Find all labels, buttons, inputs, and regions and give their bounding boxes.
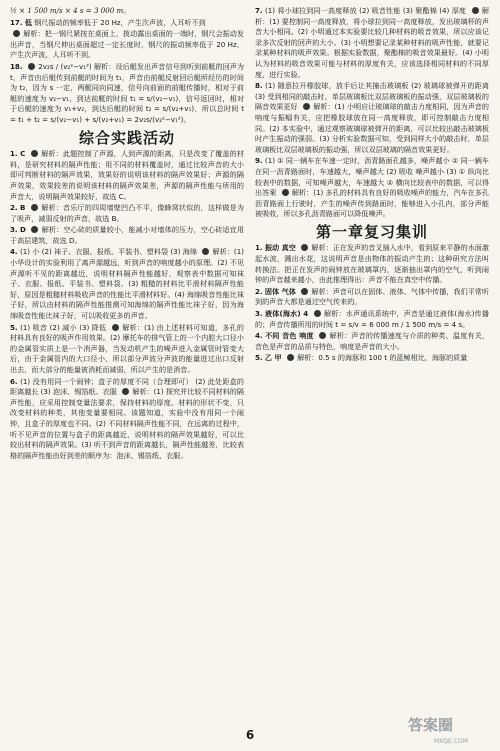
- analysis-bullet-icon: [202, 248, 209, 255]
- item-number: 2.: [255, 286, 263, 296]
- item-answer: (1) 吸音 (2) 减小 (3) 降低: [20, 322, 107, 332]
- item-number: 6.: [10, 376, 18, 386]
- practice-item-8: [255, 81, 489, 155]
- practice-item-2: [10, 203, 244, 224]
- analysis-bullet-icon: [112, 324, 119, 331]
- item-number: 2.: [10, 203, 18, 213]
- section-title-practice: 综合实践活动: [78, 128, 175, 147]
- item-answer: (1) 随意拉开橡胶球，放手后让其撞击玻璃板 (2) 玻璃球被弹开的距离 (3) 受到相同的敲击时，单层玻璃板比双层玻璃板的振动强，双层玻璃板的隔音效果更好: [255, 81, 489, 112]
- item-answer: 低: [24, 17, 32, 27]
- item-number: 4.: [255, 331, 263, 341]
- item-number: 1.: [10, 149, 18, 159]
- review-item-3: [255, 309, 489, 330]
- analysis-bullet-icon: [472, 7, 479, 14]
- analysis-bullet-icon: [122, 388, 129, 395]
- answer-item-18: [10, 62, 244, 126]
- item-body: 解析：此题控制了声源，人到声源的距离，只是改变了覆盖的材料，是研究材料的隔声性能；用不同的材料覆盖时，通过比较声音的大小即可判断材料的隔声效果，效果好的说明该材料的隔声效果好；声源的隔声效果，效果较差的说明该材料的隔声效果差，声源的隔声性能与所用的声音大，说明隔声效果较好，故选 C。: [10, 149, 244, 201]
- item-answer: (1) 将小球拉到同一高度释放 (2) 吸音性能 (3) 聚酯棉 (4) 厚度: [265, 6, 467, 15]
- item-body: 解析：(1) 探究并比较不同材料的隔声性能，应采用控制变量法要求，保持材料的厚度、材料的形状不变，只改变材料的种类，其他变量要相同。该题知道，实验中没有用同一个闹钟，且盒子的厚度也不同。(2) 不同材料隔声性能不同，在远离的过程中，听不见声音的位置与盒子的距离越近，说明材料的隔声效果越好，可以比较出材料的隔声效果。(3) 听不到声音的距离越长，隔声性能越差，比较表格的隔声性能由好到差的顺序为：泡沫、锡箔纸、衣服。: [10, 387, 244, 460]
- watermark-text: 答案圈: [408, 716, 454, 734]
- answer-item-17-analysis: [10, 29, 244, 61]
- item-answer: (1) ① 同一辆车在车速一定时，沥青路面孔越多，噪声越小 ② 同一辆车在同一沥青路面时，车速越大，噪声越大 (2) 吸收 噪声越小 (3) ① 纵向比较表中的数据，可知噪声越大，车速越大 ② 横向比较表中的数据，可以得出答案: [255, 156, 489, 198]
- item-number: 9.: [255, 156, 263, 166]
- item-number: 8.: [255, 81, 263, 91]
- item-number: 4.: [10, 247, 18, 257]
- item-number: 18.: [10, 61, 23, 71]
- item-body: 解析：(1) 多孔的材料具有良好的吸收噪声的能力，汽车在多孔沥青路面上行驶时，产生的噪声传到路面时，能够进入小孔内，部分声能被吸收，所以多孔沥青路面可以降低噪声。: [255, 188, 489, 219]
- analysis-bullet-icon: [31, 226, 38, 233]
- item-body: 解析：0.5 s 的海豚和 100 t 的蓝鲸相比，海豚的质量: [297, 353, 468, 363]
- analysis-bullet-icon: [31, 204, 38, 211]
- item-body: 解析：(1) 小明应让玻璃球的敲击力度相同，因为声音的响度与振幅有关，应把橡胶球放在同一高度释放，即可控制敲击力度相同。(2) 本实验中，通过观察玻璃球被弹开的距离，可以比较出敲击玻璃板时产生振动的强弱。(3) 分析实验数据可知，受到同样大小的敲击时，单层玻璃板比双层玻璃板的振动强，所以双层玻璃的隔音效果更好。: [255, 102, 490, 154]
- item-body: 解析：(1) 小华设计的实验利用了离声源越远，听到声音的响度越小的原理。(2) 不见声源听不见的距离越近，说明材料隔声性能越好，观察表中数据可知袜子、衣服、报纸、平装书、塑料袋。(3) 粗糙的材料比平滑材料隔声性能好，原因是粗糙材料吸收声音的性能比平滑材料好。(4) 海绵吸音性能比袜子好，所以由材料的隔声性能推测可知海绵的隔声性能比袜子好，因为海绵吸音性能比袜子好，可以吸收更多的声音。: [10, 247, 244, 321]
- review-item-4: [255, 331, 489, 352]
- item-answer: (1) 小 (2) 袜子、衣服、报纸、平装书、塑料袋 (3) 海绵: [19, 247, 197, 257]
- item-body: 解析：声音可以在固体、液体、气体中传播，我们平常听到的声音大都是通过空气传来的。: [255, 286, 490, 307]
- analysis-bullet-icon: [303, 103, 310, 110]
- item-number: 3.: [10, 225, 18, 235]
- intro-line: ½ × 1 500 m/s × 4 s = 3 000 m。: [10, 6, 131, 15]
- item-answer: B: [20, 203, 26, 213]
- analysis-bullet-icon: [301, 244, 308, 251]
- practice-item-7: [255, 6, 489, 80]
- page-number: 6: [245, 728, 255, 742]
- item-body: 钢尺振动的频率低于 20 Hz，产生次声波，人耳听不到: [34, 17, 206, 27]
- item-body: 解析：把一钢尺紧按在桌面上，拨动露出桌面的一端时，钢尺会振动发出声音，当钢尺伸出桌面超过一定长度时，钢尺的振动频率低于 20 Hz，产生次声波，人耳听不到。: [10, 29, 245, 60]
- item-body: 解析：水声通讯系统中，声音是通过液体(海水)传播的；声音传播所用的时间 t = s/v = 6 000 m / 1 500 m/s = 4 s。: [255, 309, 489, 329]
- left-column: [10, 6, 244, 462]
- item-number: 3.: [255, 309, 263, 319]
- review-item-2: [255, 287, 489, 308]
- analysis-bullet-icon: [301, 288, 308, 295]
- item-number: 5.: [255, 353, 263, 363]
- item-answer: 不同 音色 响度: [265, 331, 314, 341]
- practice-item-4: [10, 247, 244, 321]
- item-answer: 振动 真空: [264, 243, 296, 253]
- review-item-5: [255, 353, 489, 364]
- section-title-review: 第一章复习集训: [315, 222, 428, 241]
- review-item-1: [255, 243, 489, 285]
- item-number: 5.: [10, 322, 18, 332]
- item-answer: 固体 气体: [264, 286, 296, 296]
- answer-item-17: [10, 18, 244, 29]
- practice-item-6: [10, 377, 244, 462]
- analysis-bullet-icon: [28, 63, 35, 70]
- analysis-bullet-icon: [282, 189, 289, 196]
- item-number: 7.: [255, 6, 263, 15]
- analysis-bullet-icon: [31, 150, 38, 157]
- watermark-url: MXQE.COM: [434, 738, 468, 745]
- item-answer: 乙 甲: [264, 353, 282, 363]
- item-answer: D: [20, 225, 26, 235]
- item-body: 解析：正在发声的音叉插入水中，看到原来平静的水面激起水波，溅出水花，这说明声音是由物体的振动产生的；这种研究方法叫转换法。把正在发声的闹钟放在玻璃罩内，逐渐抽出罩内的空气，听到闹钟的声音越来越小，由此推理得出：声音不能在真空中传播。: [255, 243, 490, 285]
- item-body: 2v₂s / (v₂²−v₁²) 解析：设后艇发出声音信号到听到前艇的回声为 t，声音由后艇传到前艇的时间为 t₁，声音由前艇反射回后艇所经历的时间为 t₂，因为 s 一定，两艇同向同速，信号向前面的前艇传播时，相对于前艇的速度为 v₂−v₁，到达前艇的时间 t₁ = s/(v₂−v₁)，信号返回时，相对于后艇的速度为 v₁+v₂，到达后艇的时间 t₂ = s/(v₂+v₁)，所以总时间 t = t₁ + t₂ = s/(v₂−v₁) + s/(v₂+v₁) = 2v₂s/(v₂²−v₁²)。: [10, 61, 244, 124]
- practice-item-9: [255, 156, 489, 220]
- practice-item-3: [10, 225, 244, 246]
- item-body: 解析：(1) 由上述材料可知道，多孔的材料具有良好的吸声作用效果。(2) 摩托车的排气管上的一个内腔大口径小的金属管实质上是一个消声器，当发动机产生的噪声进入金属管时管变大后，由于金属管内的大口径小，所以部分声波分声波的能量进过出口反射出去，而大部分的能量被消耗而减弱，所以产生的是消音。: [10, 322, 245, 374]
- practice-item-1: [10, 149, 244, 202]
- item-answer: 液体(海水) 4: [265, 309, 309, 319]
- practice-item-5: [10, 323, 244, 376]
- item-body: 解析：音乐厅的四周墙壁凹凸不平，像蜂窝状似的，这样做是为了吸声，减弱反射的声音，故选 B。: [10, 203, 244, 223]
- analysis-bullet-icon: [314, 310, 321, 317]
- item-body: 解析：声音的传播速度与介质的种类、温度有关，音色是声音的品质与特色，响度是声音的大小。: [255, 331, 489, 351]
- watermark-logo: [404, 710, 494, 748]
- analysis-bullet-icon: [319, 332, 326, 339]
- analysis-bullet-icon: [13, 30, 20, 37]
- right-column: [255, 6, 489, 365]
- analysis-bullet-icon: [287, 354, 294, 361]
- item-body: 解析：(1) 要控制同一高度释放，将小球拉到同一高度释放，发出玻璃杯的声音大小相同。(2) 小明通过本实验要比较几种材料的吸音效果，所以应该记录多次反射的回声的大小。(3) 小明想要记录某种材料的吸声性能，就要记录某种材料的吸声效果。根据实验数据，聚酯棉的吸音效果最好。(4) 小明认为材料的吸音效果可能与材料的厚度有关，应该选择相同材料的不同厚度，进行实验。: [255, 6, 490, 79]
- item-answer: C: [20, 149, 26, 159]
- item-body: 解析：空心砖的质量较小，能减小对墙体的压力，空心砖适宜用于高层建筑，故选 D。: [10, 225, 244, 245]
- item-number: 17.: [10, 17, 23, 27]
- item-number: 1.: [255, 243, 263, 253]
- item-answer: (1) 没有用同一个闹钟；盒子的厚度不同（合理即可） (2) 此处距盒的距离越长 (3) 泡沫、锡箔纸、衣服: [10, 376, 244, 397]
